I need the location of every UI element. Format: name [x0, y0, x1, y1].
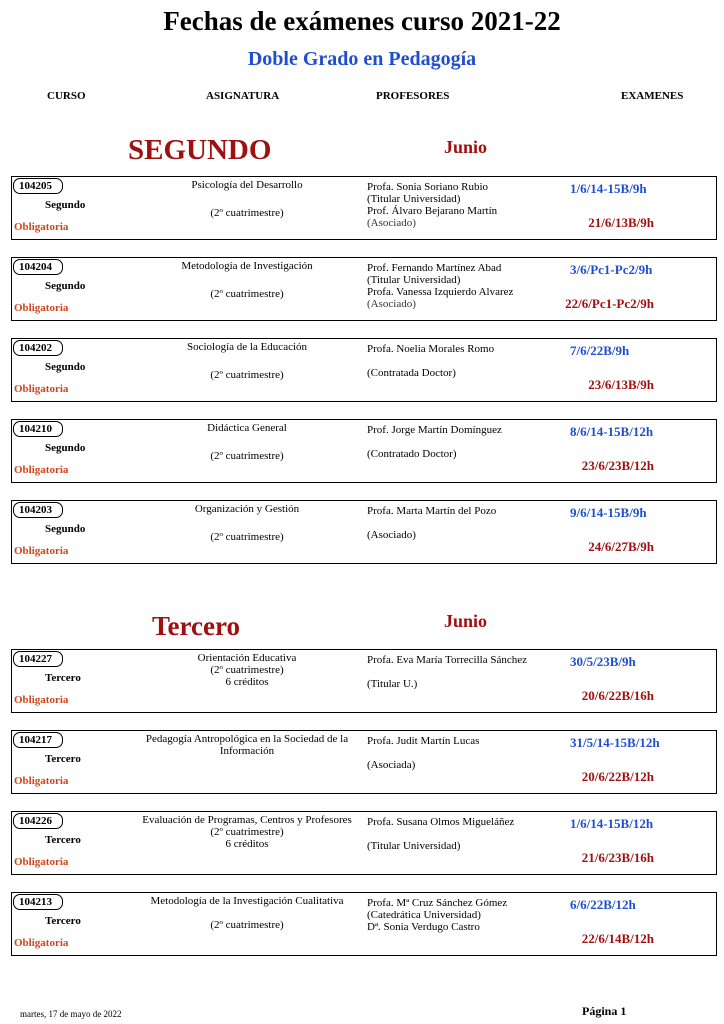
subject-name [112, 503, 382, 543]
course-code: 104203 [13, 502, 63, 518]
exam-date-first: 9/6/14-15B/9h [570, 505, 647, 520]
course-code: 104202 [13, 340, 63, 356]
subject-line [112, 757, 382, 769]
professor-line: Profa. Mª Cruz Sánchez Gómez [367, 897, 508, 909]
subject-line: (2º cuatrimestre) [210, 531, 284, 543]
course-code: 104210 [13, 421, 63, 437]
subject-line: Didáctica General [207, 422, 287, 434]
section-title-segundo: SEGUNDO [128, 134, 272, 166]
exam-date-first: 7/6/22B/9h [570, 343, 630, 358]
exam-date-first: 1/6/14-15B/9h [570, 181, 647, 196]
section-month-tercero: Junio [444, 611, 488, 631]
subject-line: (2º cuatrimestre) [210, 369, 284, 381]
subject-line [112, 272, 382, 284]
subject-line: (2º cuatrimestre) [210, 450, 284, 462]
course-type: Obligatoria [14, 383, 69, 395]
subject-name [112, 895, 382, 931]
course-year: Segundo [45, 442, 86, 454]
professors [367, 181, 567, 229]
course-year: Segundo [45, 523, 86, 535]
subject-line: 6 créditos [225, 676, 269, 688]
exam-card [11, 338, 717, 402]
professor-line: (Contratado Doctor) [367, 448, 457, 460]
exam-date-second: 21/6/13B/9h [588, 215, 654, 230]
subject-line [112, 907, 382, 919]
professor-line: (Catedrática Universidad) [367, 909, 481, 921]
column-header-examenes: EXAMENES [621, 90, 684, 102]
subject-line: Metodología de la Investigación Cualitativa [150, 895, 344, 907]
course-year: Segundo [45, 199, 86, 211]
course-code: 104226 [13, 813, 63, 829]
exam-date-second: 21/6/23B/16h [581, 850, 654, 865]
professor-line: Prof. Álvaro Bejarano Martín [367, 205, 498, 217]
exam-card [11, 811, 717, 875]
professors [367, 735, 567, 771]
course-code: 104217 [13, 732, 63, 748]
professor-line [367, 666, 567, 678]
course-year: Tercero [45, 672, 81, 684]
professors [367, 505, 567, 541]
professor-line: (Asociada) [367, 759, 416, 771]
professors [367, 262, 567, 310]
subject-line: Pedagogía Antropológica en la Sociedad de la [145, 733, 349, 745]
course-code: 104227 [13, 651, 63, 667]
exam-date-first: 3/6/Pc1-Pc2/9h [570, 262, 653, 277]
professor-line: Prof. Fernando Martínez Abad [367, 262, 502, 274]
exam-card [11, 730, 717, 794]
exam-date-second: 23/6/23B/12h [581, 458, 654, 473]
course-type: Obligatoria [14, 856, 69, 868]
subject-line: Orientación Educativa [197, 652, 297, 664]
subject-name [112, 814, 382, 850]
subject-line: Metodología de Investigación [181, 260, 313, 272]
professor-line: Prof. Jorge Martín Domínguez [367, 424, 502, 436]
page-title: Fechas de exámenes curso 2021-22 [163, 6, 561, 36]
professor-line [367, 355, 567, 367]
professor-line: (Titular U.) [367, 678, 418, 690]
subject-name [112, 179, 382, 219]
professor-line: (Asociado) [367, 298, 416, 310]
professor-line: Profa. Eva María Torrecilla Sánchez [367, 654, 527, 666]
subject-line [112, 191, 382, 203]
section-month-segundo: Junio [444, 137, 488, 157]
subject-line: Información [219, 745, 275, 757]
exam-card [11, 257, 717, 321]
exam-date-first: 31/5/14-15B/12h [570, 735, 660, 750]
subject-line [112, 434, 382, 446]
subject-name [112, 341, 382, 381]
professor-line: (Titular Universidad) [367, 193, 461, 205]
subject-line: Psicología del Desarrollo [191, 179, 303, 191]
exam-card [11, 176, 717, 240]
professor-line: (Asociado) [367, 529, 416, 541]
column-header-profesores: PROFESORES [376, 90, 450, 102]
subject-line: (2º cuatrimestre) [210, 207, 284, 219]
subject-name [112, 260, 382, 300]
subject-line: 6 créditos [225, 838, 269, 850]
course-code: 104213 [13, 894, 63, 910]
professor-line [367, 436, 567, 448]
exam-date-first: 8/6/14-15B/12h [570, 424, 654, 439]
exam-date-second: 24/6/27B/9h [588, 539, 654, 554]
subject-line [112, 515, 382, 527]
exam-date-second: 22/6/Pc1-Pc2/9h [565, 296, 654, 311]
course-type: Obligatoria [14, 775, 69, 787]
subject-line: Evaluación de Programas, Centros y Profesores [142, 814, 352, 826]
subject-line: (2º cuatrimestre) [210, 826, 284, 838]
course-year: Tercero [45, 834, 81, 846]
course-type: Obligatoria [14, 464, 69, 476]
course-type: Obligatoria [14, 937, 69, 949]
professor-line: Dª. Sonia Verdugo Castro [367, 921, 480, 933]
course-year: Tercero [45, 753, 81, 765]
exam-date-second: 22/6/14B/12h [581, 931, 654, 946]
course-type: Obligatoria [14, 302, 69, 314]
course-code: 104205 [13, 178, 63, 194]
course-year: Segundo [45, 280, 86, 292]
exam-card [11, 500, 717, 564]
exam-date-first: 1/6/14-15B/12h [570, 816, 654, 831]
professors [367, 816, 567, 852]
course-type: Obligatoria [14, 694, 69, 706]
exam-date-first: 30/5/23B/9h [570, 654, 636, 669]
exam-date-second: 20/6/22B/12h [581, 769, 654, 784]
exam-card [11, 892, 717, 956]
exam-date-second: 23/6/13B/9h [588, 377, 654, 392]
professor-line: (Titular Universidad) [367, 274, 461, 286]
professor-line: Profa. Susana Olmos Migueláñez [367, 816, 515, 828]
professor-line: Profa. Vanessa Izquierdo Alvarez [367, 286, 514, 298]
column-header-asignatura: ASIGNATURA [206, 90, 280, 102]
subject-line: Sociología de la Educación [186, 341, 308, 353]
professor-line: (Contratada Doctor) [367, 367, 456, 379]
footer-page-number: Página 1 [582, 1004, 627, 1018]
course-year: Segundo [45, 361, 86, 373]
footer-date: martes, 17 de mayo de 2022 [20, 1009, 122, 1019]
professors [367, 897, 567, 933]
professor-line: (Titular Universidad) [367, 840, 461, 852]
subject-line: Organización y Gestión [194, 503, 300, 515]
exam-card [11, 649, 717, 713]
professor-line: Profa. Sonia Soriano Rubio [367, 181, 488, 193]
professor-line [367, 828, 567, 840]
professor-line [367, 517, 567, 529]
section-title-tercero: Tercero [152, 611, 240, 641]
professor-line: Profa. Judit Martín Lucas [367, 735, 480, 747]
subject-name [112, 733, 382, 769]
subject-name [112, 422, 382, 462]
professor-line: Profa. Noelia Morales Romo [367, 343, 495, 355]
subject-line [112, 353, 382, 365]
professor-line: (Asociado) [367, 217, 416, 229]
subject-line: (2º cuatrimestre) [210, 919, 284, 931]
exam-date-first: 6/6/22B/12h [570, 897, 636, 912]
course-code: 104204 [13, 259, 63, 275]
professors [367, 343, 567, 379]
course-type: Obligatoria [14, 545, 69, 557]
course-year: Tercero [45, 915, 81, 927]
exam-card [11, 419, 717, 483]
column-header-curso: CURSO [47, 90, 86, 102]
page-subtitle: Doble Grado en Pedagogía [247, 48, 477, 70]
professor-line [367, 747, 567, 759]
subject-line: (2º cuatrimestre) [210, 664, 284, 676]
course-type: Obligatoria [14, 221, 69, 233]
professors [367, 424, 567, 460]
subject-name [112, 652, 382, 688]
subject-line: (2º cuatrimestre) [210, 288, 284, 300]
exam-date-second: 20/6/22B/16h [581, 688, 654, 703]
professors [367, 654, 567, 690]
professor-line: Profa. Marta Martín del Pozo [367, 505, 497, 517]
